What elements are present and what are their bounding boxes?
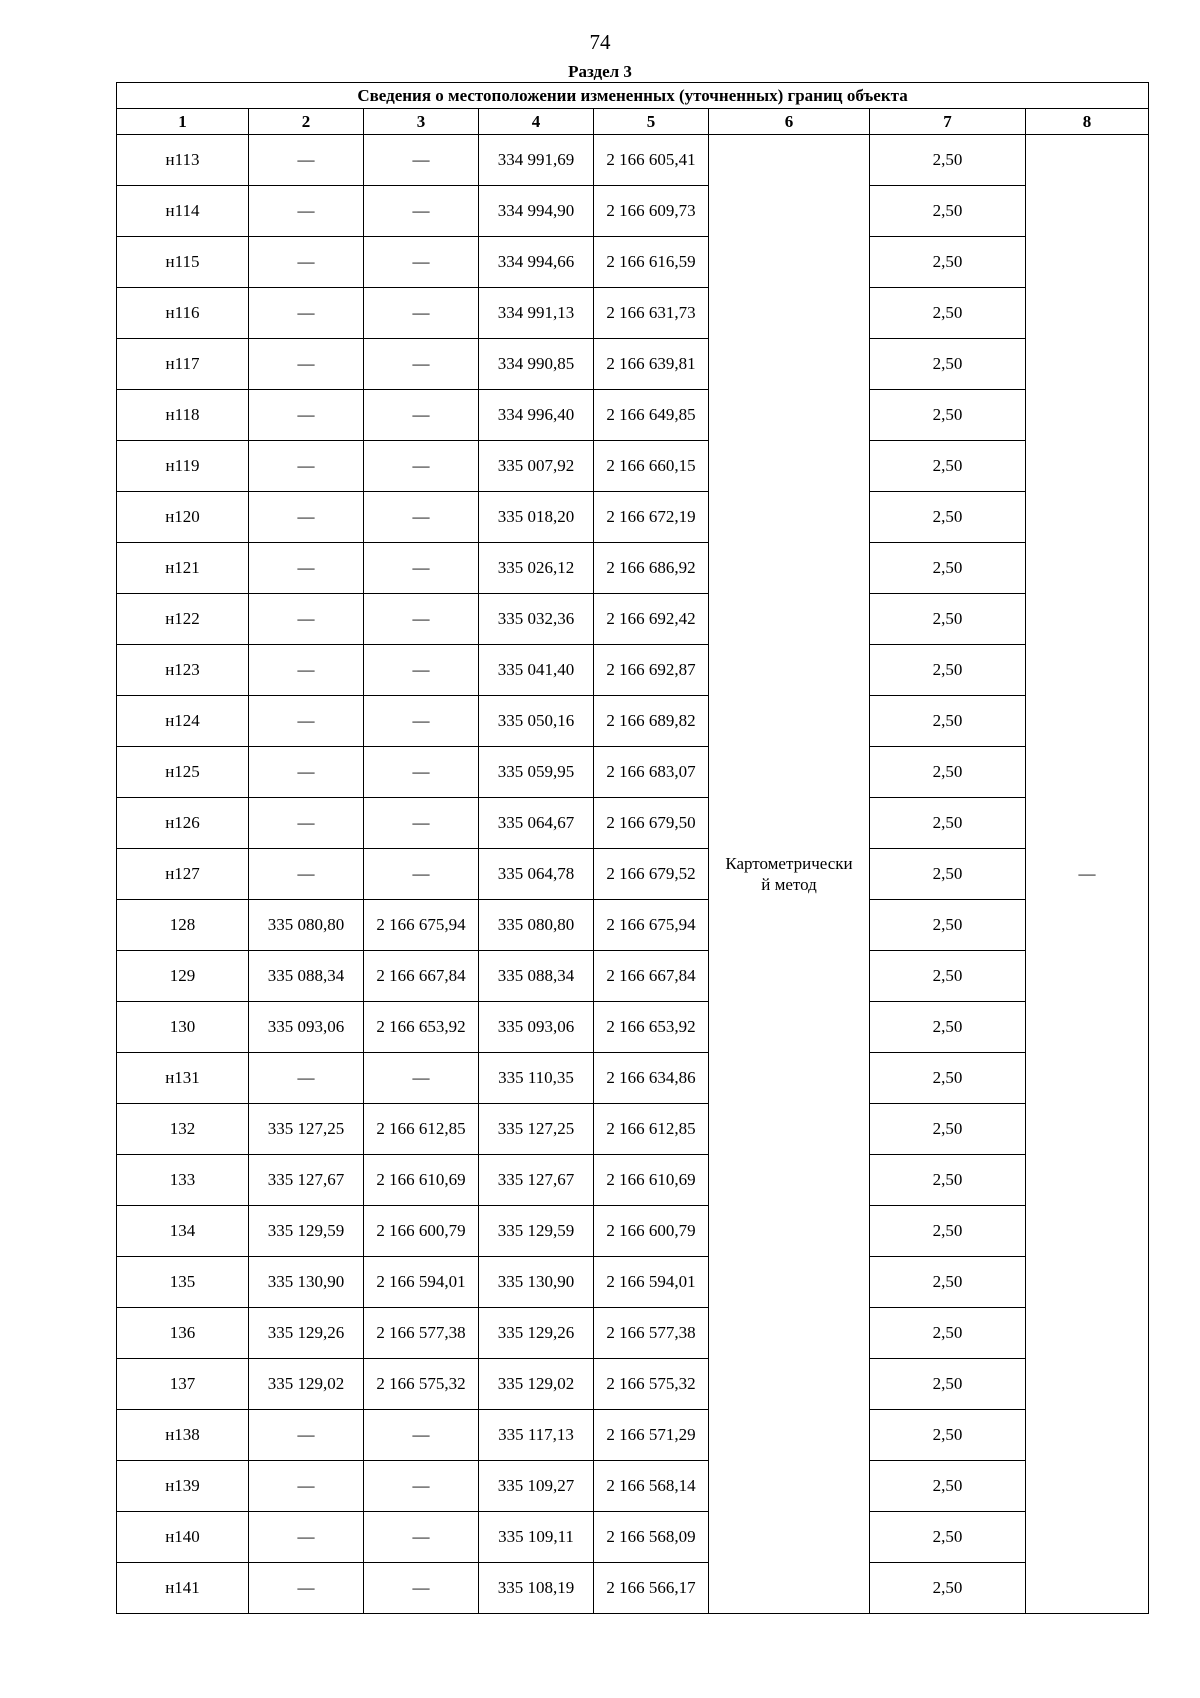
table-cell: 2 166 649,85 <box>594 390 709 441</box>
table-cell: — <box>364 339 479 390</box>
table-cell: 335 129,02 <box>479 1359 594 1410</box>
table-cell: 2,50 <box>870 237 1026 288</box>
table-row <box>117 339 1149 390</box>
table-cell: н139 <box>117 1461 249 1512</box>
method-cell <box>709 135 870 1614</box>
table-cell: 2 166 605,41 <box>594 135 709 186</box>
table-caption: Сведения о местоположении измененных (уточненных) границ объекта <box>117 83 1149 109</box>
table-row <box>117 849 1149 900</box>
table-cell: 2 166 692,87 <box>594 645 709 696</box>
table-cell: 2 166 653,92 <box>364 1002 479 1053</box>
table-cell: н120 <box>117 492 249 543</box>
table-cell: 335 129,59 <box>479 1206 594 1257</box>
table-cell: 2,50 <box>870 492 1026 543</box>
table-row <box>117 951 1149 1002</box>
table-cell: н141 <box>117 1563 249 1614</box>
column8-cell: — <box>1026 135 1149 1614</box>
table-cell: 2 166 594,01 <box>594 1257 709 1308</box>
table-cell: 335 064,78 <box>479 849 594 900</box>
table-cell: — <box>249 237 364 288</box>
table-cell: 335 080,80 <box>479 900 594 951</box>
table-cell: 335 129,26 <box>479 1308 594 1359</box>
table-cell: — <box>364 1512 479 1563</box>
table-cell: — <box>364 645 479 696</box>
table-row <box>117 798 1149 849</box>
table-cell: 335 129,02 <box>249 1359 364 1410</box>
table-cell: 335 127,67 <box>249 1155 364 1206</box>
table-cell: — <box>364 135 479 186</box>
table-cell: — <box>249 135 364 186</box>
table-cell: 2,50 <box>870 1206 1026 1257</box>
table-cell: 2 166 612,85 <box>594 1104 709 1155</box>
table-cell: н118 <box>117 390 249 441</box>
table-cell: н123 <box>117 645 249 696</box>
table-row <box>117 900 1149 951</box>
table-cell: — <box>364 1461 479 1512</box>
table-cell: 334 994,90 <box>479 186 594 237</box>
table-cell: 335 109,11 <box>479 1512 594 1563</box>
table-cell: 133 <box>117 1155 249 1206</box>
table-cell: 2 166 600,79 <box>594 1206 709 1257</box>
table-row <box>117 186 1149 237</box>
table-cell: 2,50 <box>870 594 1026 645</box>
table-cell: 335 050,16 <box>479 696 594 747</box>
table-row <box>117 1053 1149 1104</box>
table-cell: 2 166 609,73 <box>594 186 709 237</box>
table-cell: 334 991,13 <box>479 288 594 339</box>
table-cell: 334 991,69 <box>479 135 594 186</box>
table-row <box>117 1155 1149 1206</box>
table-cell: — <box>249 696 364 747</box>
table-cell: 136 <box>117 1308 249 1359</box>
table-cell: — <box>249 1410 364 1461</box>
table-cell: — <box>249 390 364 441</box>
table-row <box>117 1206 1149 1257</box>
table-cell: 335 108,19 <box>479 1563 594 1614</box>
table-row <box>117 135 1149 186</box>
table-cell: 2,50 <box>870 1053 1026 1104</box>
table-row <box>117 1461 1149 1512</box>
table-cell: 335 117,13 <box>479 1410 594 1461</box>
table-cell: 2,50 <box>870 849 1026 900</box>
table-cell: 2,50 <box>870 1257 1026 1308</box>
table-cell: 2,50 <box>870 645 1026 696</box>
table-cell: 137 <box>117 1359 249 1410</box>
method-label: Картометрически й метод <box>725 854 853 894</box>
table-cell: н122 <box>117 594 249 645</box>
table-cell: 335 130,90 <box>479 1257 594 1308</box>
table-cell: 335 088,34 <box>479 951 594 1002</box>
table-row <box>117 441 1149 492</box>
table-cell: 335 110,35 <box>479 1053 594 1104</box>
table-cell: 132 <box>117 1104 249 1155</box>
table-cell: 2 166 616,59 <box>594 237 709 288</box>
table-cell: 2 166 610,69 <box>594 1155 709 1206</box>
table-cell: — <box>364 1410 479 1461</box>
table-cell: — <box>364 696 479 747</box>
table-cell: — <box>249 1512 364 1563</box>
table-cell: 2 166 568,09 <box>594 1512 709 1563</box>
table-cell: — <box>364 1563 479 1614</box>
table-cell: — <box>364 849 479 900</box>
table-cell: — <box>249 849 364 900</box>
coordinates-table <box>116 82 1149 1614</box>
column-number: 8 <box>1026 109 1149 135</box>
column-number: 2 <box>249 109 364 135</box>
table-cell: 335 088,34 <box>249 951 364 1002</box>
column-number: 7 <box>870 109 1026 135</box>
table-cell: 2,50 <box>870 288 1026 339</box>
table-cell: — <box>249 543 364 594</box>
table-cell: 335 059,95 <box>479 747 594 798</box>
table-cell: — <box>249 339 364 390</box>
table-cell: — <box>249 798 364 849</box>
table-cell: — <box>249 1053 364 1104</box>
table-cell: 2 166 689,82 <box>594 696 709 747</box>
table-cell: — <box>249 288 364 339</box>
table-cell: — <box>249 492 364 543</box>
table-row <box>117 1563 1149 1614</box>
table-row <box>117 1002 1149 1053</box>
table-cell: 2 166 675,94 <box>594 900 709 951</box>
table-cell: 2,50 <box>870 747 1026 798</box>
table-cell: 2 166 679,50 <box>594 798 709 849</box>
table-cell: 2 166 575,32 <box>364 1359 479 1410</box>
table-row <box>117 492 1149 543</box>
table-cell: 2,50 <box>870 339 1026 390</box>
table-cell: 335 127,25 <box>249 1104 364 1155</box>
table-cell: 335 041,40 <box>479 645 594 696</box>
table-cell: 2 166 660,15 <box>594 441 709 492</box>
table-cell: 2 166 577,38 <box>594 1308 709 1359</box>
table-cell: 2 166 653,92 <box>594 1002 709 1053</box>
table-cell: 2,50 <box>870 1104 1026 1155</box>
table-cell: 128 <box>117 900 249 951</box>
page-number: 74 <box>589 30 611 54</box>
table-cell: 2 166 594,01 <box>364 1257 479 1308</box>
table-row <box>117 1257 1149 1308</box>
column-number: 6 <box>709 109 870 135</box>
table-cell: 2 166 612,85 <box>364 1104 479 1155</box>
table-cell: 2 166 575,32 <box>594 1359 709 1410</box>
table-cell: 335 064,67 <box>479 798 594 849</box>
table-cell: 335 007,92 <box>479 441 594 492</box>
table-cell: 2,50 <box>870 1002 1026 1053</box>
table-cell: н126 <box>117 798 249 849</box>
table-row <box>117 696 1149 747</box>
table-cell: — <box>364 1053 479 1104</box>
table-cell: 2,50 <box>870 390 1026 441</box>
table-cell: 334 994,66 <box>479 237 594 288</box>
table-cell: — <box>249 747 364 798</box>
table-cell: — <box>364 594 479 645</box>
table-cell: 2 166 634,86 <box>594 1053 709 1104</box>
column-number: 5 <box>594 109 709 135</box>
table-cell: 129 <box>117 951 249 1002</box>
table-cell: н113 <box>117 135 249 186</box>
table-cell: — <box>249 594 364 645</box>
table-cell: н131 <box>117 1053 249 1104</box>
table-cell: 2 166 667,84 <box>364 951 479 1002</box>
table-cell: н140 <box>117 1512 249 1563</box>
table-cell: н121 <box>117 543 249 594</box>
table-cell: — <box>364 186 479 237</box>
table-cell: 134 <box>117 1206 249 1257</box>
table-cell: 2,50 <box>870 441 1026 492</box>
table-row <box>117 1359 1149 1410</box>
table-cell: н127 <box>117 849 249 900</box>
table-cell: 2,50 <box>870 900 1026 951</box>
table-cell: 2 166 577,38 <box>364 1308 479 1359</box>
table-cell: н114 <box>117 186 249 237</box>
table-row <box>117 645 1149 696</box>
table-cell: 335 127,25 <box>479 1104 594 1155</box>
column-number: 4 <box>479 109 594 135</box>
table-cell: н115 <box>117 237 249 288</box>
table-cell: — <box>364 288 479 339</box>
table-cell: — <box>249 441 364 492</box>
table-cell: 2,50 <box>870 135 1026 186</box>
table-cell: 2,50 <box>870 1410 1026 1461</box>
table-cell: 2 166 571,29 <box>594 1410 709 1461</box>
table-row <box>117 747 1149 798</box>
table-cell: 2,50 <box>870 1461 1026 1512</box>
table-cell: — <box>249 1563 364 1614</box>
table-row <box>117 1410 1149 1461</box>
table-cell: 335 127,67 <box>479 1155 594 1206</box>
table-cell: — <box>249 645 364 696</box>
table-row <box>117 288 1149 339</box>
table-cell: н119 <box>117 441 249 492</box>
table-cell: — <box>364 237 479 288</box>
table-cell: 335 018,20 <box>479 492 594 543</box>
table-cell: 2 166 683,07 <box>594 747 709 798</box>
table-row <box>117 237 1149 288</box>
table-row <box>117 1308 1149 1359</box>
table-cell: — <box>249 186 364 237</box>
table-cell: 2 166 600,79 <box>364 1206 479 1257</box>
table-cell: н124 <box>117 696 249 747</box>
table-cell: 335 129,26 <box>249 1308 364 1359</box>
table-cell: 335 129,59 <box>249 1206 364 1257</box>
table-cell: 2 166 667,84 <box>594 951 709 1002</box>
table-cell: 334 990,85 <box>479 339 594 390</box>
table-cell: 335 109,27 <box>479 1461 594 1512</box>
table-row <box>117 1512 1149 1563</box>
table-cell: 2,50 <box>870 186 1026 237</box>
table-cell: 335 093,06 <box>249 1002 364 1053</box>
table-body <box>117 135 1149 1614</box>
table-cell: 2 166 686,92 <box>594 543 709 594</box>
section-title: Раздел 3 <box>568 62 632 81</box>
table-cell: 2,50 <box>870 1563 1026 1614</box>
table-cell: н116 <box>117 288 249 339</box>
table-cell: — <box>364 543 479 594</box>
table-cell: н138 <box>117 1410 249 1461</box>
table-cell: 2 166 568,14 <box>594 1461 709 1512</box>
table-cell: — <box>364 492 479 543</box>
table-cell: — <box>364 441 479 492</box>
table-cell: — <box>249 1461 364 1512</box>
table-cell: 2,50 <box>870 798 1026 849</box>
table-cell: 2,50 <box>870 951 1026 1002</box>
table-cell: 335 032,36 <box>479 594 594 645</box>
table-cell: 130 <box>117 1002 249 1053</box>
table-cell: — <box>364 798 479 849</box>
table-cell: 2,50 <box>870 1359 1026 1410</box>
table-row <box>117 1104 1149 1155</box>
table-cell: 2 166 639,81 <box>594 339 709 390</box>
table-cell: — <box>364 390 479 441</box>
column-number: 1 <box>117 109 249 135</box>
table-cell: н117 <box>117 339 249 390</box>
table-cell: 2,50 <box>870 1155 1026 1206</box>
table-cell: н125 <box>117 747 249 798</box>
table-cell: 2,50 <box>870 696 1026 747</box>
table-cell: 2 166 566,17 <box>594 1563 709 1614</box>
table-cell: 335 130,90 <box>249 1257 364 1308</box>
table-row <box>117 594 1149 645</box>
table-cell: — <box>364 747 479 798</box>
table-cell: 2,50 <box>870 1512 1026 1563</box>
table-cell: 2 166 675,94 <box>364 900 479 951</box>
table-cell: 334 996,40 <box>479 390 594 441</box>
table-cell: 2 166 692,42 <box>594 594 709 645</box>
table-cell: 2 166 672,19 <box>594 492 709 543</box>
table-cell: 335 093,06 <box>479 1002 594 1053</box>
table-cell: 335 080,80 <box>249 900 364 951</box>
table-cell: 135 <box>117 1257 249 1308</box>
table-cell: 2 166 679,52 <box>594 849 709 900</box>
table-cell: 2,50 <box>870 543 1026 594</box>
table-cell: 2 166 631,73 <box>594 288 709 339</box>
table-cell: 2 166 610,69 <box>364 1155 479 1206</box>
column-number: 3 <box>364 109 479 135</box>
table-cell: 2,50 <box>870 1308 1026 1359</box>
table-row <box>117 543 1149 594</box>
table-cell: 335 026,12 <box>479 543 594 594</box>
table-row <box>117 390 1149 441</box>
